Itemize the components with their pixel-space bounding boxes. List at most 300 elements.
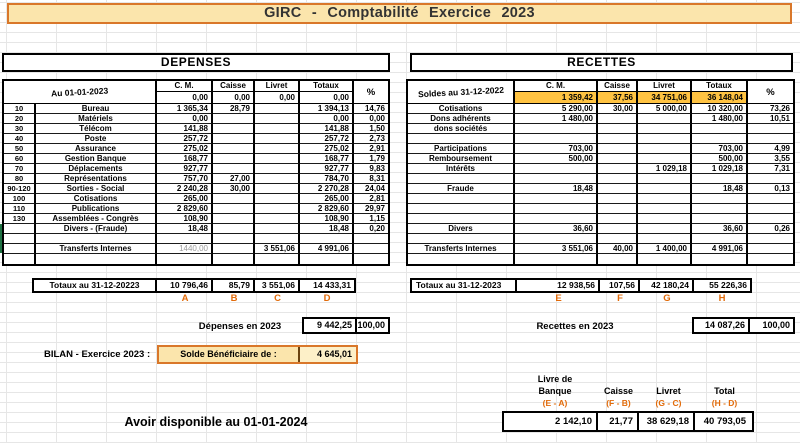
caisse-cell[interactable] bbox=[213, 134, 255, 144]
totals-cm[interactable]: 10 796,46 bbox=[157, 280, 213, 291]
final-header-formula: (E - A) bbox=[542, 398, 568, 408]
opening-balance-cell[interactable]: 37,56 bbox=[598, 92, 638, 103]
livret-cell[interactable] bbox=[255, 224, 300, 234]
final-column-header bbox=[697, 374, 752, 409]
table-row bbox=[408, 214, 793, 224]
table-row bbox=[4, 124, 388, 134]
pct-cell[interactable]: 0,26 bbox=[748, 224, 793, 234]
totaux-cell[interactable]: 108,90 bbox=[300, 214, 354, 224]
caisse-cell[interactable] bbox=[213, 124, 255, 134]
opening-balance-cell[interactable]: 36 148,04 bbox=[692, 92, 748, 103]
opening-value-cell[interactable]: 0,00 bbox=[213, 92, 255, 103]
final-value-cell[interactable]: 2 142,10 bbox=[504, 413, 598, 430]
pct-cell[interactable]: 2,91 bbox=[354, 144, 388, 154]
account-number-cell[interactable]: 40 bbox=[4, 134, 36, 144]
totaux-cell[interactable]: 2 829,60 bbox=[300, 204, 354, 214]
final-column-header bbox=[513, 374, 597, 409]
livret-cell[interactable] bbox=[638, 114, 692, 124]
column-letter: A bbox=[181, 293, 189, 304]
pct-cell[interactable]: 73,26 bbox=[748, 104, 793, 114]
final-header-formula: (H - D) bbox=[711, 398, 738, 408]
transferts-label[interactable]: Transferts Internes bbox=[36, 244, 157, 254]
caisse-cell[interactable] bbox=[598, 174, 638, 184]
category-cell[interactable]: Représentations bbox=[36, 174, 157, 184]
blank-row bbox=[408, 254, 793, 264]
recettes-rows bbox=[408, 104, 793, 234]
category-cell[interactable]: Poste bbox=[36, 134, 157, 144]
caisse-cell[interactable] bbox=[213, 194, 255, 204]
empty-cell[interactable] bbox=[300, 254, 354, 264]
cm-cell[interactable]: 757,70 bbox=[157, 174, 213, 184]
caisse-cell[interactable] bbox=[213, 114, 255, 124]
column-header-livret[interactable]: Livret bbox=[638, 81, 692, 92]
category-cell[interactable]: Remboursement bbox=[408, 154, 515, 164]
pct-cell[interactable] bbox=[748, 194, 793, 204]
caisse-cell[interactable] bbox=[213, 224, 255, 234]
livret-cell[interactable] bbox=[638, 134, 692, 144]
table-row bbox=[408, 144, 793, 154]
caisse-cell[interactable]: 27,00 bbox=[213, 174, 255, 184]
opening-value-cell[interactable]: 0,00 bbox=[157, 92, 213, 103]
column-letter: F bbox=[617, 293, 623, 304]
empty-cell[interactable] bbox=[748, 234, 793, 244]
livret-cell[interactable] bbox=[638, 154, 692, 164]
opening-value-cell[interactable]: 0,00 bbox=[255, 92, 300, 103]
column-header-pct[interactable]: % bbox=[366, 86, 376, 98]
cm-cell[interactable] bbox=[515, 134, 598, 144]
cm-cell[interactable]: 141,88 bbox=[157, 124, 213, 134]
pct-cell[interactable]: 3,55 bbox=[748, 154, 793, 164]
empty-cell[interactable] bbox=[692, 254, 748, 264]
totals-livret[interactable]: 3 551,06 bbox=[255, 280, 300, 291]
pct-cell[interactable]: 8,31 bbox=[354, 174, 388, 184]
empty-cell[interactable] bbox=[638, 254, 692, 264]
cm-cell[interactable]: 257,72 bbox=[157, 134, 213, 144]
cm-cell[interactable]: 2 829,60 bbox=[157, 204, 213, 214]
livret-cell[interactable]: 3 551,06 bbox=[255, 244, 300, 254]
totaux-cell[interactable]: 1 029,18 bbox=[692, 164, 748, 174]
livret-cell[interactable] bbox=[638, 194, 692, 204]
livret-cell[interactable] bbox=[255, 144, 300, 154]
depenses-total-value[interactable]: 9 442,25 bbox=[316, 320, 352, 330]
caisse-cell[interactable]: 40,00 bbox=[598, 244, 638, 254]
totaux-cell[interactable] bbox=[692, 194, 748, 204]
column-header-livret[interactable]: Livret bbox=[255, 81, 300, 92]
account-number-cell[interactable]: 80 bbox=[4, 174, 36, 184]
totaux-cell[interactable]: 927,77 bbox=[300, 164, 354, 174]
empty-cell[interactable] bbox=[300, 234, 354, 244]
transferts-label[interactable]: Transferts Internes bbox=[408, 244, 515, 254]
pct-cell[interactable]: 0,20 bbox=[354, 224, 388, 234]
caisse-cell[interactable] bbox=[213, 244, 255, 254]
totaux-cell[interactable]: 784,70 bbox=[300, 174, 354, 184]
final-value-cell[interactable]: 38 629,18 bbox=[639, 413, 695, 430]
category-cell[interactable]: Intérêts bbox=[408, 164, 515, 174]
column-header-cm[interactable]: C. M. bbox=[157, 81, 213, 92]
column-letter: G bbox=[663, 293, 671, 304]
category-cell[interactable]: Publications bbox=[36, 204, 157, 214]
caisse-cell[interactable] bbox=[598, 134, 638, 144]
empty-cell[interactable] bbox=[515, 254, 598, 264]
cm-cell[interactable]: 18,48 bbox=[157, 224, 213, 234]
category-cell[interactable]: Cotisations bbox=[36, 194, 157, 204]
livret-cell[interactable] bbox=[255, 214, 300, 224]
livret-cell[interactable] bbox=[255, 124, 300, 134]
recettes-table bbox=[406, 79, 795, 266]
recettes-summary-label: Recettes en 2023 bbox=[536, 321, 614, 332]
empty-cell[interactable] bbox=[515, 234, 598, 244]
depenses-column-letters bbox=[34, 293, 354, 304]
column-header-cm[interactable]: C. M. bbox=[515, 81, 598, 92]
table-row bbox=[408, 194, 793, 204]
livret-cell[interactable] bbox=[255, 174, 300, 184]
depenses-summary-label: Dépenses en 2023 bbox=[198, 321, 282, 332]
column-letter: C bbox=[274, 293, 281, 304]
totals-caisse[interactable]: 107,56 bbox=[600, 280, 640, 291]
letters-spacer bbox=[412, 293, 517, 304]
livret-cell[interactable] bbox=[638, 204, 692, 214]
caisse-cell[interactable] bbox=[213, 204, 255, 214]
caisse-cell[interactable] bbox=[598, 154, 638, 164]
recettes-period-label: Soldes au 31-12-2022 bbox=[417, 84, 504, 100]
empty-cell[interactable] bbox=[157, 254, 213, 264]
table-row bbox=[4, 154, 388, 164]
totaux-cell[interactable]: 1 394,13 bbox=[300, 104, 354, 114]
account-number-cell[interactable]: 130 bbox=[4, 214, 36, 224]
totaux-cell[interactable]: 0,00 bbox=[300, 114, 354, 124]
totaux-cell[interactable]: 257,72 bbox=[300, 134, 354, 144]
opening-balance-cell[interactable]: 1 359,42 bbox=[515, 92, 598, 103]
final-header-line2: Banque bbox=[538, 386, 572, 396]
empty-cell[interactable] bbox=[4, 234, 36, 244]
account-number-cell[interactable]: 50 bbox=[4, 144, 36, 154]
cm-cell[interactable]: 703,00 bbox=[515, 144, 598, 154]
category-cell[interactable]: Cotisations bbox=[408, 104, 515, 114]
empty-cell[interactable] bbox=[213, 254, 255, 264]
caisse-cell[interactable] bbox=[598, 114, 638, 124]
caisse-cell[interactable] bbox=[598, 164, 638, 174]
pct-cell[interactable] bbox=[748, 174, 793, 184]
totaux-cell[interactable] bbox=[692, 204, 748, 214]
livret-cell[interactable] bbox=[255, 184, 300, 194]
totaux-cell[interactable]: 2 270,28 bbox=[300, 184, 354, 194]
caisse-cell[interactable] bbox=[598, 224, 638, 234]
depenses-table-header bbox=[4, 81, 388, 104]
account-number-cell[interactable]: 10 bbox=[4, 104, 36, 114]
account-number-cell[interactable]: 100 bbox=[4, 194, 36, 204]
pct-cell[interactable]: 2,73 bbox=[354, 134, 388, 144]
final-value-cell[interactable]: 40 793,05 bbox=[703, 416, 746, 427]
table-row bbox=[408, 224, 793, 234]
empty-cell[interactable] bbox=[598, 254, 638, 264]
account-number-cell[interactable]: 60 bbox=[4, 154, 36, 164]
livret-cell[interactable] bbox=[255, 164, 300, 174]
empty-cell[interactable] bbox=[213, 234, 255, 244]
final-header-formula: (G - C) bbox=[655, 398, 682, 408]
category-cell[interactable]: Assurance bbox=[36, 144, 157, 154]
category-cell[interactable]: Fraude bbox=[408, 184, 515, 194]
totals-livret[interactable]: 42 180,24 bbox=[640, 280, 694, 291]
column-header-pct[interactable]: % bbox=[766, 86, 775, 98]
table-row bbox=[4, 164, 388, 174]
table-row bbox=[4, 214, 388, 224]
empty-cell[interactable] bbox=[408, 254, 515, 264]
recettes-totals-row bbox=[410, 278, 752, 293]
solde-beneficiaire-value[interactable]: 4 645,01 bbox=[300, 347, 356, 362]
recettes-total-value[interactable]: 14 087,26 bbox=[704, 320, 745, 330]
column-header-totaux[interactable]: Totaux bbox=[692, 81, 748, 92]
pct-cell[interactable]: 7,31 bbox=[748, 164, 793, 174]
livret-cell[interactable] bbox=[638, 214, 692, 224]
livret-cell[interactable]: 1 029,18 bbox=[638, 164, 692, 174]
category-cell[interactable] bbox=[408, 204, 515, 214]
title-bar bbox=[7, 3, 792, 24]
account-number-cell[interactable]: 20 bbox=[4, 114, 36, 124]
caisse-cell[interactable]: 30,00 bbox=[598, 104, 638, 114]
totaux-cell[interactable]: 168,77 bbox=[300, 154, 354, 164]
cm-cell[interactable]: 18,48 bbox=[515, 184, 598, 194]
livret-cell[interactable] bbox=[638, 224, 692, 234]
account-number-cell[interactable]: 90-120 bbox=[4, 184, 36, 194]
column-header-caisse[interactable]: Caisse bbox=[213, 81, 255, 92]
empty-cell[interactable] bbox=[255, 234, 300, 244]
totaux-cell[interactable]: 4 991,06 bbox=[692, 244, 748, 254]
solde-beneficiaire-label: Solde Bénéficiaire de : bbox=[159, 347, 300, 362]
livret-cell[interactable] bbox=[638, 174, 692, 184]
table-row bbox=[408, 164, 793, 174]
category-cell[interactable] bbox=[408, 214, 515, 224]
cm-cell[interactable]: 0,00 bbox=[157, 114, 213, 124]
empty-cell[interactable] bbox=[4, 254, 36, 264]
account-number-cell[interactable] bbox=[4, 224, 36, 234]
column-letter: E bbox=[555, 293, 562, 304]
caisse-cell[interactable] bbox=[598, 144, 638, 154]
column-letter: B bbox=[230, 293, 238, 304]
cm-cell[interactable] bbox=[515, 194, 598, 204]
livret-cell[interactable]: 1 400,00 bbox=[638, 244, 692, 254]
empty-cell[interactable] bbox=[4, 244, 36, 254]
empty-cell[interactable] bbox=[354, 234, 388, 244]
totaux-cell[interactable] bbox=[692, 124, 748, 134]
pct-cell[interactable]: 14,76 bbox=[354, 104, 388, 114]
empty-cell[interactable] bbox=[354, 254, 388, 264]
account-number-cell[interactable]: 70 bbox=[4, 164, 36, 174]
depenses-totals-row bbox=[32, 278, 356, 293]
table-row bbox=[408, 174, 793, 184]
cm-cell[interactable]: 36,60 bbox=[515, 224, 598, 234]
livret-cell[interactable] bbox=[638, 184, 692, 194]
caisse-cell[interactable] bbox=[598, 194, 638, 204]
depenses-period-cell[interactable] bbox=[4, 81, 157, 103]
empty-cell[interactable] bbox=[255, 254, 300, 264]
cm-cell[interactable]: 927,77 bbox=[157, 164, 213, 174]
pct-cell[interactable] bbox=[748, 204, 793, 214]
totaux-cell[interactable]: 18,48 bbox=[692, 184, 748, 194]
account-number-cell[interactable]: 110 bbox=[4, 204, 36, 214]
pct-cell[interactable]: 2,81 bbox=[354, 194, 388, 204]
empty-cell[interactable] bbox=[36, 254, 157, 264]
livret-cell[interactable]: 5 000,00 bbox=[638, 104, 692, 114]
caisse-cell[interactable] bbox=[213, 164, 255, 174]
category-cell[interactable]: Déplacements bbox=[36, 164, 157, 174]
category-cell[interactable] bbox=[408, 174, 515, 184]
cm-cell[interactable]: 3 551,06 bbox=[515, 244, 598, 254]
column-header-caisse[interactable]: Caisse bbox=[598, 81, 638, 92]
category-cell[interactable] bbox=[408, 134, 515, 144]
totaux-cell[interactable]: 4 991,06 bbox=[300, 244, 354, 254]
cm-cell[interactable] bbox=[515, 164, 598, 174]
totals-caisse[interactable]: 85,79 bbox=[213, 280, 255, 291]
category-cell[interactable]: Dons adhérents bbox=[408, 114, 515, 124]
cm-cell[interactable] bbox=[515, 204, 598, 214]
opening-balance-cell[interactable]: 34 751,06 bbox=[638, 92, 692, 103]
totaux-cell[interactable]: 703,00 bbox=[692, 144, 748, 154]
livret-cell[interactable] bbox=[255, 154, 300, 164]
caisse-cell[interactable] bbox=[598, 124, 638, 134]
cm-cell[interactable] bbox=[515, 214, 598, 224]
totaux-cell[interactable]: 141,88 bbox=[300, 124, 354, 134]
empty-cell[interactable] bbox=[36, 234, 157, 244]
totals-cm[interactable]: 12 938,56 bbox=[517, 280, 600, 291]
depenses-total-pct[interactable]: 100,00 bbox=[355, 319, 388, 332]
cm-cell[interactable]: 168,77 bbox=[157, 154, 213, 164]
totaux-cell[interactable]: 36,60 bbox=[692, 224, 748, 234]
totaux-cell[interactable] bbox=[692, 134, 748, 144]
cm-cell[interactable]: 1440,00 bbox=[157, 244, 213, 254]
table-row bbox=[4, 134, 388, 144]
empty-cell[interactable] bbox=[638, 234, 692, 244]
cm-cell[interactable]: 1 480,00 bbox=[515, 114, 598, 124]
category-cell[interactable]: Gestion Banque bbox=[36, 154, 157, 164]
cm-cell[interactable]: 275,02 bbox=[157, 144, 213, 154]
caisse-cell[interactable] bbox=[598, 204, 638, 214]
cm-cell[interactable] bbox=[515, 174, 598, 184]
caisse-cell[interactable]: 30,00 bbox=[213, 184, 255, 194]
livret-cell[interactable] bbox=[255, 194, 300, 204]
category-cell[interactable]: Participations bbox=[408, 144, 515, 154]
category-cell[interactable]: Divers - (Fraude) bbox=[36, 224, 157, 234]
table-row bbox=[4, 174, 388, 184]
category-cell[interactable]: Sorties - Social bbox=[36, 184, 157, 194]
bilan-box bbox=[157, 345, 358, 364]
cm-cell[interactable]: 1 365,34 bbox=[157, 104, 213, 114]
table-row bbox=[4, 184, 388, 194]
livret-cell[interactable] bbox=[255, 204, 300, 214]
table-row bbox=[4, 114, 388, 124]
totals-label[interactable]: Totaux au 31-12-20223 bbox=[34, 280, 157, 291]
pct-cell[interactable]: 9,83 bbox=[354, 164, 388, 174]
totals-totaux[interactable]: 55 226,36 bbox=[709, 280, 747, 290]
pct-cell[interactable] bbox=[748, 214, 793, 224]
pct-cell[interactable]: 29,97 bbox=[354, 204, 388, 214]
recettes-period-cell[interactable] bbox=[408, 81, 515, 103]
totals-label[interactable]: Totaux au 31-12-2023 bbox=[412, 280, 517, 291]
final-header-line2: Livret bbox=[656, 386, 681, 396]
cm-cell[interactable]: 265,00 bbox=[157, 194, 213, 204]
recettes-total-pct[interactable]: 100,00 bbox=[748, 319, 793, 332]
totaux-cell[interactable]: 1 480,00 bbox=[692, 114, 748, 124]
category-cell[interactable]: Bureau bbox=[36, 104, 157, 114]
table-row bbox=[408, 154, 793, 164]
totals-totaux[interactable]: 14 433,31 bbox=[313, 280, 351, 290]
empty-cell[interactable] bbox=[408, 234, 515, 244]
pct-cell[interactable] bbox=[748, 124, 793, 134]
pct-cell[interactable]: 0,00 bbox=[354, 114, 388, 124]
column-header-totaux[interactable]: Totaux bbox=[300, 81, 354, 92]
empty-cell[interactable] bbox=[354, 244, 388, 254]
empty-cell[interactable] bbox=[748, 244, 793, 254]
final-header-line1 bbox=[697, 374, 752, 385]
pct-cell[interactable] bbox=[748, 134, 793, 144]
pct-cell[interactable]: 10,51 bbox=[748, 114, 793, 124]
totaux-cell[interactable]: 275,02 bbox=[300, 144, 354, 154]
totaux-cell[interactable]: 500,00 bbox=[692, 154, 748, 164]
livret-cell[interactable] bbox=[255, 134, 300, 144]
final-column-header bbox=[597, 374, 640, 409]
column-letter: D bbox=[323, 293, 331, 304]
caisse-cell[interactable] bbox=[213, 154, 255, 164]
cm-cell[interactable]: 5 290,00 bbox=[515, 104, 598, 114]
pct-cell[interactable]: 0,13 bbox=[748, 184, 793, 194]
cm-cell[interactable]: 2 240,28 bbox=[157, 184, 213, 194]
totaux-cell[interactable] bbox=[692, 214, 748, 224]
final-value-cell[interactable]: 21,77 bbox=[598, 413, 639, 430]
pct-cell[interactable]: 24,04 bbox=[354, 184, 388, 194]
category-cell[interactable] bbox=[408, 194, 515, 204]
totaux-cell[interactable] bbox=[692, 174, 748, 184]
category-cell[interactable]: dons sociétés bbox=[408, 124, 515, 134]
category-cell[interactable]: Télécom bbox=[36, 124, 157, 134]
pct-cell[interactable]: 1,50 bbox=[354, 124, 388, 134]
empty-cell[interactable] bbox=[157, 234, 213, 244]
depenses-rows bbox=[4, 104, 388, 234]
caisse-cell[interactable] bbox=[598, 184, 638, 194]
livret-cell[interactable] bbox=[255, 104, 300, 114]
livret-cell[interactable] bbox=[638, 124, 692, 134]
table-row bbox=[408, 184, 793, 194]
account-number-cell[interactable]: 30 bbox=[4, 124, 36, 134]
bilan-label: BILAN - Exercice 2023 : bbox=[44, 349, 151, 360]
totaux-cell[interactable]: 10 320,00 bbox=[692, 104, 748, 114]
category-cell[interactable]: Divers bbox=[408, 224, 515, 234]
table-row bbox=[4, 204, 388, 214]
caisse-cell[interactable] bbox=[598, 214, 638, 224]
livret-cell[interactable] bbox=[255, 114, 300, 124]
totaux-cell[interactable]: 18,48 bbox=[300, 224, 354, 234]
caisse-cell[interactable] bbox=[213, 214, 255, 224]
caisse-cell[interactable]: 28,79 bbox=[213, 104, 255, 114]
empty-cell[interactable] bbox=[598, 234, 638, 244]
empty-cell[interactable] bbox=[692, 234, 748, 244]
category-cell[interactable]: Matériels bbox=[36, 114, 157, 124]
category-cell[interactable]: Assemblées - Congrès bbox=[36, 214, 157, 224]
cm-cell[interactable]: 500,00 bbox=[515, 154, 598, 164]
pct-cell[interactable]: 1,15 bbox=[354, 214, 388, 224]
totaux-cell[interactable]: 265,00 bbox=[300, 194, 354, 204]
empty-cell[interactable] bbox=[748, 254, 793, 264]
final-header-line2: Caisse bbox=[603, 386, 634, 396]
blank-row bbox=[4, 234, 388, 244]
cm-cell[interactable] bbox=[515, 124, 598, 134]
pct-cell[interactable]: 1,79 bbox=[354, 154, 388, 164]
cm-cell[interactable]: 108,90 bbox=[157, 214, 213, 224]
final-summary-values bbox=[502, 411, 754, 432]
final-header-formula: (F - B) bbox=[606, 398, 631, 408]
opening-value-cell[interactable]: 0,00 bbox=[300, 92, 354, 103]
livret-cell[interactable] bbox=[638, 144, 692, 154]
caisse-cell[interactable] bbox=[213, 144, 255, 154]
pct-cell[interactable]: 4,99 bbox=[748, 144, 793, 154]
